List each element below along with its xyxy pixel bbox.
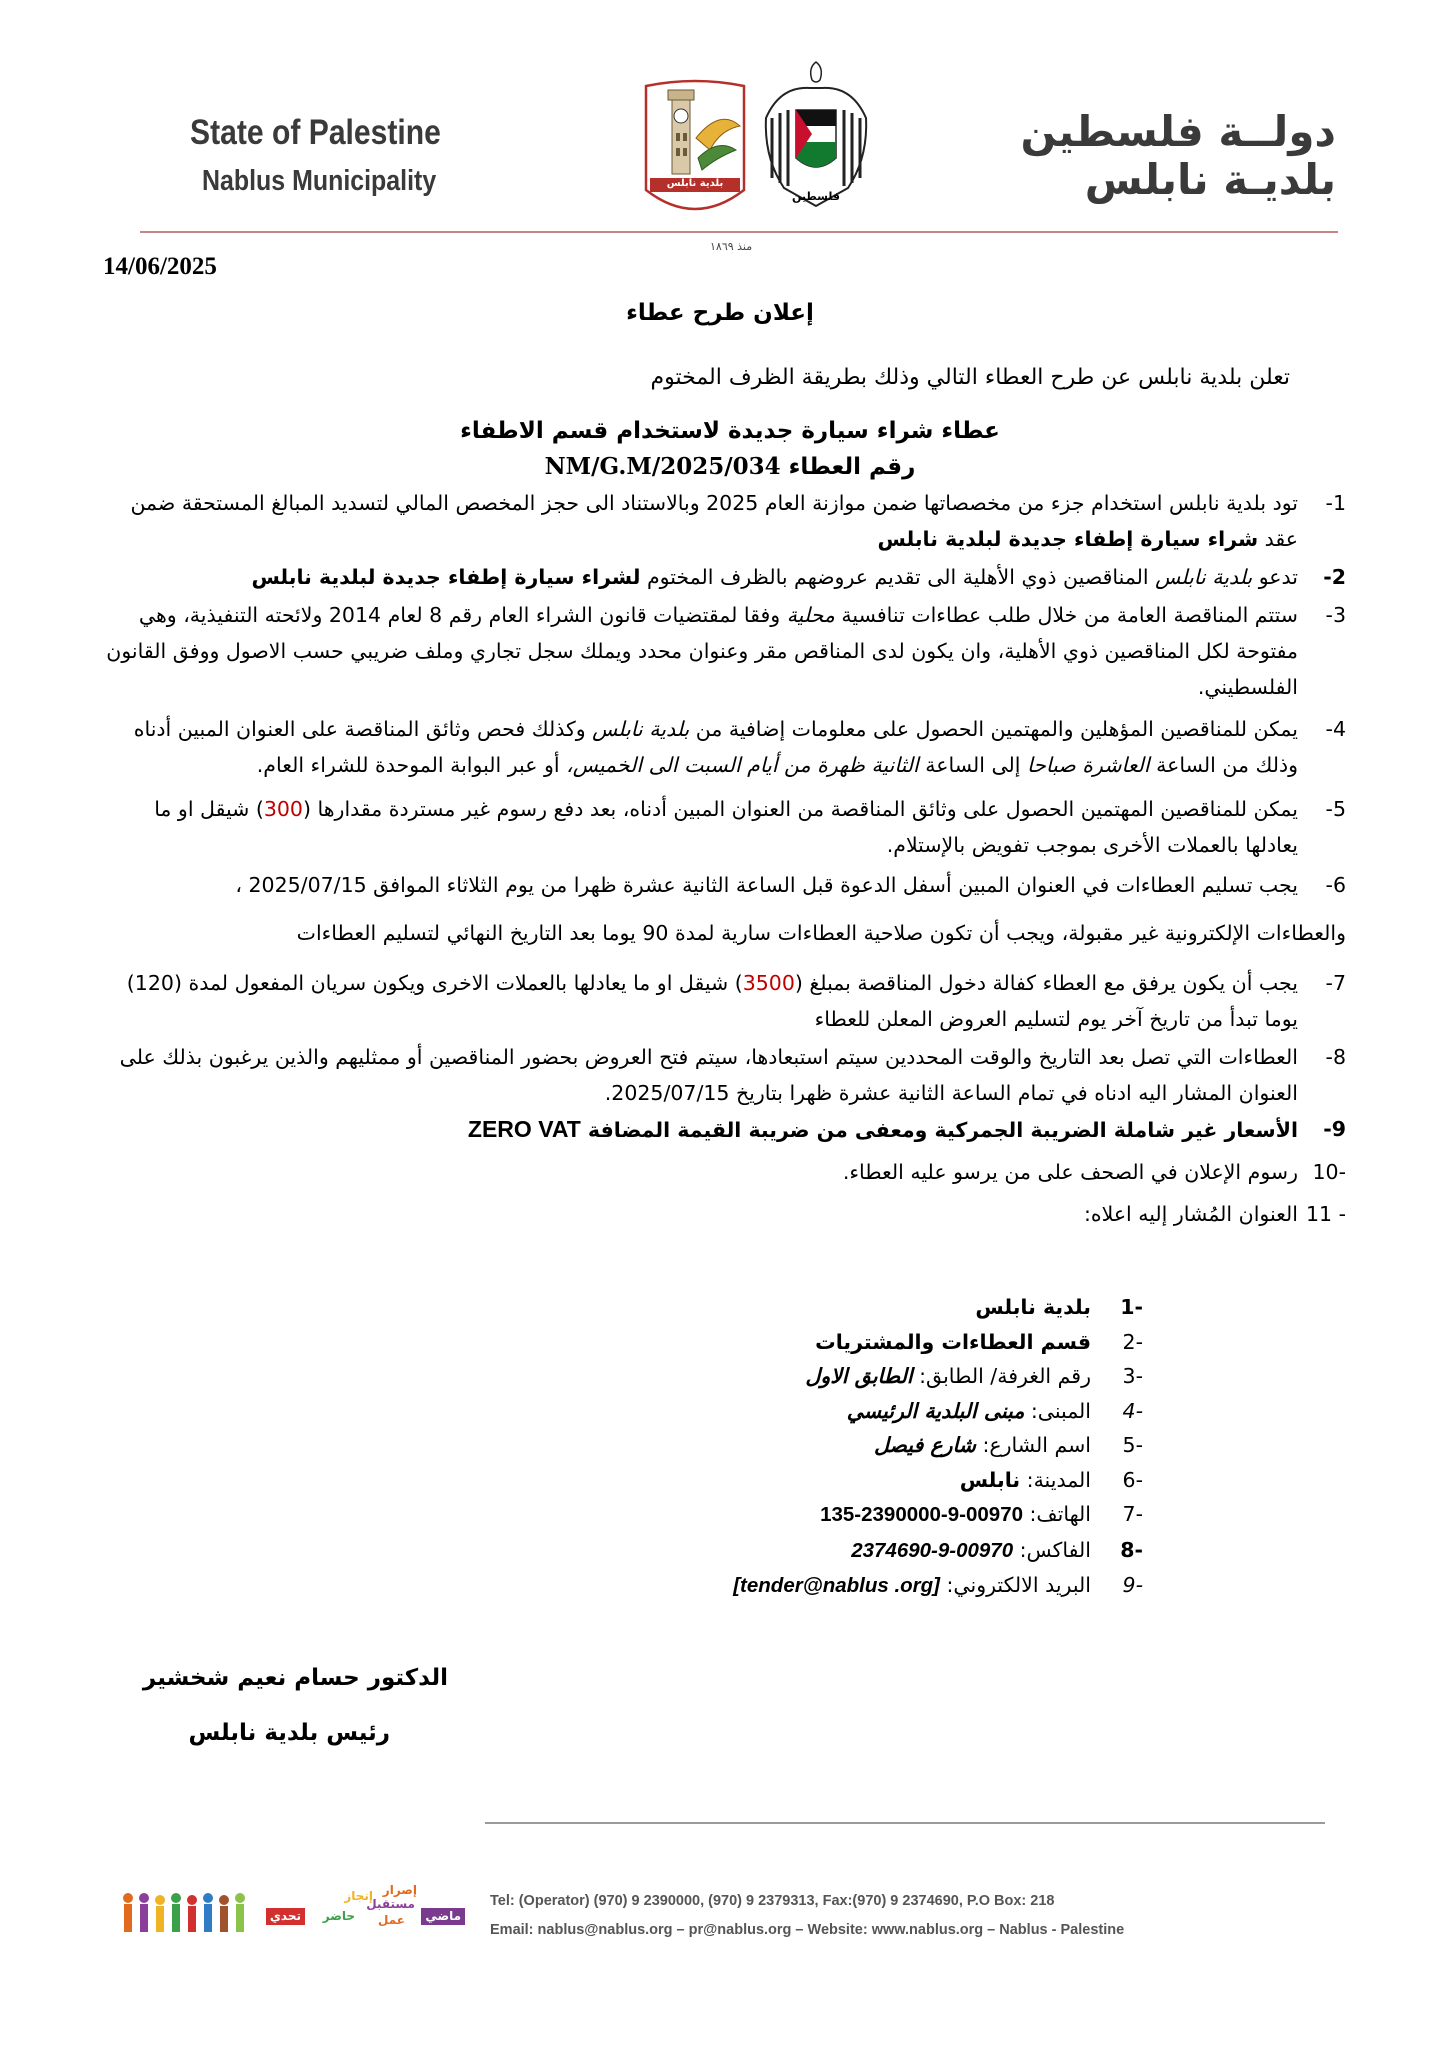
address-label: اسم الشارع: <box>975 1433 1091 1457</box>
address-label: البريد الالكتروني: <box>940 1573 1091 1597</box>
item-number: -2 <box>1323 565 1346 589</box>
address-number: 3- <box>1122 1364 1143 1388</box>
item-number: -1 <box>1325 491 1346 515</box>
tender-item-5 <box>102 791 1346 863</box>
guarantee-amount: 3500 <box>742 971 795 995</box>
item-number: -5 <box>1325 797 1346 821</box>
address-number: 9- <box>1122 1573 1143 1597</box>
item-text: وكذلك فحص وثائق المناقصة على العنوان المبين أدناه وذلك من الساعة <box>133 717 1298 777</box>
header-ar-title-line1: دولــة فلسطين <box>1020 107 1336 156</box>
address-value: شارع فيصل <box>873 1433 976 1457</box>
item-text: ) شيقل او ما يعادلها بالعملات الاخرى ويكون سريان المفعول لمدة (120) يوما تبدأ من تاريخ آخر يوم لتسليم العروض المعلن للعطاء <box>126 971 1298 1031</box>
fee-amount: 300 <box>263 797 303 821</box>
item-text: إلى الساعة <box>918 753 1028 777</box>
slogan-word: حاضر <box>322 1909 355 1923</box>
item-bold: لشراء سيارة إطفاء جديدة لبلدية نابلس <box>251 565 641 589</box>
item-text: يمكن للمناقصين المؤهلين والمهتمين الحصول على معلومات إضافية من <box>689 717 1298 741</box>
item-text: ) شيقل او ما يعادلها بالعملات الأخرى بموجب تفويض بالإستلام. <box>154 797 1298 857</box>
announcement-heading: إعلان طرح عطاء <box>626 300 814 326</box>
item-text-continued: والعطاءات الإلكترونية غير مقبولة، ويجب أن تكون صلاحية العطاءات سارية لمدة 90 يوما بعد التاريخ النهائي لتسليم العطاءات <box>296 921 1346 945</box>
tender-number: NM/G.M/2025/034 <box>544 453 781 480</box>
document-date: 14/06/2025 <box>103 253 217 280</box>
address-row <box>733 1325 1143 1360</box>
address-row <box>733 1568 1143 1604</box>
item-bold: الأسعار غير شاملة الضريبة الجمركية ومعفى من ضريبة القيمة المضافة <box>580 1118 1298 1142</box>
tender-item-11 <box>102 1196 1346 1232</box>
footer-divider <box>485 1822 1325 1824</box>
item-number: -6 <box>1325 873 1346 897</box>
header-ar-title-line2: بلديـة نابلس <box>1084 155 1336 204</box>
address-label: المبنى: <box>1024 1398 1091 1423</box>
signatory-title: رئيس بلدية نابلس <box>188 1720 390 1746</box>
tender-item-4 <box>102 711 1346 783</box>
tender-title: عطاء شراء سيارة جديدة لاستخدام قسم الاطفاء <box>460 418 1000 444</box>
item-text: العطاءات التي تصل بعد التاريخ والوقت المحددين سيتم استبعادها، سيتم فتح العروض بحضور المناقصين أو ممثليهم والذين يرغبون بذلك على العنوان المشار اليه ادناه في تمام الساعة الثانية عشرة ظهرا بتاريخ 2025/07/15. <box>119 1045 1298 1105</box>
address-label: رقم الغرفة/ الطابق: <box>912 1364 1091 1388</box>
slogan-word: مستقبل <box>366 1897 415 1911</box>
address-number: 2- <box>1122 1329 1143 1354</box>
footer-web-line: Email: nablus@nablus.org – pr@nablus.org – Website: www.nablus.org – Nablus - Palestine <box>490 1922 1125 1938</box>
address-row <box>733 1359 1143 1394</box>
tender-number-label: رقم العطاء <box>788 454 916 480</box>
item-text: تدعو <box>1252 565 1298 589</box>
item-italic: محلية <box>786 603 835 627</box>
item-number: 11 - <box>1306 1202 1346 1226</box>
address-row <box>733 1290 1143 1325</box>
slogan-word: تحدي <box>266 1908 305 1925</box>
since-text: منذ ١٨٦٩ <box>710 240 753 253</box>
item-italic: بلدية نابلس <box>1155 565 1253 589</box>
tender-items <box>102 485 1346 1232</box>
tender-item-3 <box>102 597 1346 705</box>
item-italic: الثانية ظهرة من أيام السبت الى الخميس، <box>566 753 919 777</box>
item-text: المناقصين ذوي الأهلية الى تقديم عروضهم بالظرف المختوم <box>640 565 1156 589</box>
header-divider <box>140 231 1338 233</box>
tender-item-7 <box>102 965 1346 1037</box>
address-row <box>733 1497 1143 1533</box>
address-label: الفاكس: <box>1013 1537 1091 1562</box>
tender-item-2 <box>102 559 1346 595</box>
header-en-subtitle: Nablus Municipality <box>202 165 437 197</box>
address-number: 4- <box>1122 1398 1143 1423</box>
item-text: العنوان المُشار إليه اعلاه: <box>1083 1202 1298 1226</box>
address-value: 00970-9-2390000-135 <box>820 1503 1023 1526</box>
zero-vat: ZERO VAT <box>467 1116 581 1142</box>
item-text: أو عبر البوابة الموحدة للشراء العام. <box>256 753 567 777</box>
address-number: 6- <box>1122 1467 1143 1492</box>
address-number: 8- <box>1120 1537 1143 1562</box>
item-bold: شراء سيارة إطفاء جديدة لبلدية نابلس <box>877 527 1259 551</box>
address-number: 5- <box>1122 1433 1143 1457</box>
item-text: رسوم الإعلان في الصحف على من يرسو عليه العطاء. <box>842 1160 1298 1184</box>
address-list <box>733 1290 1143 1604</box>
item-italic: بلدية نابلس <box>592 717 690 741</box>
item-text: وفقا لمقتضيات قانون الشراء العام رقم 8 لعام 2014 ولائحته التنفيذية، وهي مفتوحة لكل المناقصين ذوي الأهلية، وان يكون لدى المناقص مقر وعنوان محدد ويملك سجل تجاري وملف ضريبي حسب الاصول ووفق القانون الفلسطيني. <box>106 603 1298 699</box>
address-number: 1- <box>1120 1295 1143 1319</box>
address-value: 00970-9-2374690 <box>851 1538 1014 1562</box>
address-number: 7- <box>1122 1502 1143 1526</box>
address-value: الطابق الاول <box>805 1364 913 1388</box>
tender-item-6 <box>102 867 1346 951</box>
footer-figures-graphic <box>120 1888 250 1938</box>
address-value: نابلس <box>959 1467 1021 1492</box>
item-number: -8 <box>1325 1045 1346 1069</box>
slogan-word: إصرار <box>382 1883 417 1897</box>
address-row <box>733 1394 1143 1429</box>
item-number: -4 <box>1325 717 1346 741</box>
item-text: يجب أن يكون يرفق مع العطاء كفالة دخول المناقصة بمبلغ ( <box>794 971 1298 995</box>
item-number: -9 <box>1323 1117 1346 1141</box>
header-ar-title <box>1021 108 1336 204</box>
intro-line: تعلن بلدية نابلس عن طرح العطاء التالي وذلك بطريقة الظرف المختوم <box>650 365 1290 390</box>
tender-number-line <box>300 453 1160 480</box>
address-value: بلدية نابلس <box>975 1295 1091 1319</box>
address-label: الهاتف: <box>1023 1502 1091 1526</box>
signatory-name: الدكتور حسام نعيم شخشير <box>142 1665 448 1691</box>
eagle-emblem <box>760 58 872 218</box>
municipality-logo <box>640 78 750 223</box>
item-text: يجب تسليم العطاءات في العنوان المبين أسفل الدعوة قبل الساعة الثانية عشرة ظهرا من يوم الثلاثاء الموافق 2025/07/15 ، <box>235 873 1298 897</box>
address-row <box>733 1428 1143 1463</box>
item-text: يمكن للمناقصين المهتمين الحصول على وثائق المناقصة من العنوان المبين أدناه، بعد دفع رسوم غير مستردة مقدارها ( <box>302 797 1298 821</box>
header-en-title: State of Palestine <box>190 113 441 152</box>
logo-label: بلدية نابلس <box>666 178 724 189</box>
tender-item-9 <box>102 1111 1346 1148</box>
address-row <box>733 1463 1143 1498</box>
tender-item-1 <box>102 485 1346 557</box>
item-text: ستتم المناقصة العامة من خلال طلب عطاءات تنافسية <box>834 603 1298 627</box>
address-value: قسم العطاءات والمشتريات <box>815 1329 1091 1354</box>
item-text: تود بلدية نابلس استخدام جزء من مخصصاتها ضمن موازنة العام 2025 وبالاستناد الى حجز المخصص المالي لتسديد المبالغ المستحقة ضمن عقد <box>130 491 1298 551</box>
slogan-word: إنجاز <box>344 1889 373 1903</box>
address-row <box>733 1533 1143 1569</box>
address-label: المدينة: <box>1020 1467 1091 1492</box>
tender-item-8 <box>102 1039 1346 1111</box>
footer-contact-line: Tel: (Operator) (970) 9 2390000, (970) 9 2379313, Fax:(970) 9 2374690, P.O Box: 218 <box>490 1893 1055 1909</box>
footer-slogan <box>255 1880 465 1940</box>
item-number: -7 <box>1325 971 1346 995</box>
item-number: 10- <box>1312 1160 1346 1184</box>
address-value: مبنى البلدية الرئيسي <box>846 1398 1025 1423</box>
emblem-label: فلسطين <box>792 190 840 203</box>
item-number: -3 <box>1325 603 1346 627</box>
tender-item-10 <box>102 1154 1346 1190</box>
item-italic: العاشرة صباحا <box>1027 753 1150 777</box>
slogan-word: ماضي <box>421 1908 465 1925</box>
slogan-word: عمل <box>378 1913 405 1927</box>
address-value: [tender@nablus .org] <box>733 1574 940 1597</box>
